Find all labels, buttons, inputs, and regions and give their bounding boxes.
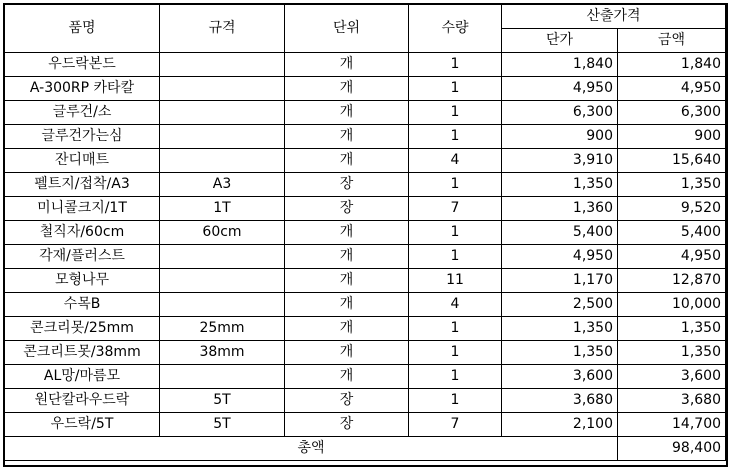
- cell-unit: 장: [285, 389, 409, 413]
- cell-unit: 개: [285, 269, 409, 293]
- cell-qty: 1: [409, 53, 502, 77]
- cell-price: 4,950: [502, 245, 618, 269]
- total-amount: 98,400: [618, 437, 726, 461]
- cell-unit: 개: [285, 149, 409, 173]
- cell-amount: 9,520: [618, 197, 726, 221]
- cell-unit: 개: [285, 365, 409, 389]
- cell-qty: 7: [409, 413, 502, 437]
- cell-qty: 1: [409, 173, 502, 197]
- cell-amount: 1,840: [618, 53, 726, 77]
- cell-spec: [160, 77, 285, 101]
- cell-amount: 5,400: [618, 221, 726, 245]
- cell-name: 각재/플러스트: [5, 245, 160, 269]
- cell-spec: [160, 101, 285, 125]
- table-row: [5, 341, 726, 365]
- table-body: [5, 53, 726, 437]
- cell-price: 2,500: [502, 293, 618, 317]
- cell-unit: 개: [285, 221, 409, 245]
- cell-unit: 개: [285, 245, 409, 269]
- cell-qty: 1: [409, 77, 502, 101]
- cell-amount: 6,300: [618, 101, 726, 125]
- table-row: [5, 413, 726, 437]
- cell-spec: 60cm: [160, 221, 285, 245]
- cell-name: 우드락/5T: [5, 413, 160, 437]
- cell-amount: 1,350: [618, 317, 726, 341]
- header-unit-price: 단가: [502, 29, 618, 53]
- cell-qty: 1: [409, 101, 502, 125]
- cell-price: 1,840: [502, 53, 618, 77]
- cell-spec: [160, 125, 285, 149]
- cell-qty: 1: [409, 389, 502, 413]
- cell-price: 1,170: [502, 269, 618, 293]
- header-spec: 규격: [160, 5, 285, 53]
- cell-spec: 1T: [160, 197, 285, 221]
- cell-name: 철직자/60cm: [5, 221, 160, 245]
- cell-name: 미니콜크지/1T: [5, 197, 160, 221]
- cell-unit: 개: [285, 341, 409, 365]
- cell-price: 900: [502, 125, 618, 149]
- cell-price: 5,400: [502, 221, 618, 245]
- table-row: [5, 293, 726, 317]
- cell-spec: 38mm: [160, 341, 285, 365]
- quote-table: [4, 4, 726, 461]
- cell-qty: 1: [409, 365, 502, 389]
- cell-unit: 개: [285, 317, 409, 341]
- cell-name: 수목B: [5, 293, 160, 317]
- table-row: [5, 365, 726, 389]
- cell-qty: 1: [409, 341, 502, 365]
- cell-qty: 7: [409, 197, 502, 221]
- cell-amount: 14,700: [618, 413, 726, 437]
- table-header: [5, 5, 726, 53]
- cell-price: 3,600: [502, 365, 618, 389]
- cell-qty: 11: [409, 269, 502, 293]
- cell-price: 2,100: [502, 413, 618, 437]
- cell-name: 펠트지/접착/A3: [5, 173, 160, 197]
- cell-name: 우드락본드: [5, 53, 160, 77]
- cell-unit: 장: [285, 197, 409, 221]
- table-row: [5, 125, 726, 149]
- cell-price: 1,350: [502, 173, 618, 197]
- cell-amount: 15,640: [618, 149, 726, 173]
- cell-qty: 4: [409, 149, 502, 173]
- cell-qty: 1: [409, 221, 502, 245]
- cell-amount: 12,870: [618, 269, 726, 293]
- header-qty: 수량: [409, 5, 502, 53]
- cell-price: 3,910: [502, 149, 618, 173]
- cell-amount: 900: [618, 125, 726, 149]
- table-row: [5, 269, 726, 293]
- cell-amount: 1,350: [618, 341, 726, 365]
- cell-spec: 5T: [160, 389, 285, 413]
- cell-amount: 3,680: [618, 389, 726, 413]
- table-row: [5, 317, 726, 341]
- cell-amount: 4,950: [618, 245, 726, 269]
- cell-unit: 장: [285, 173, 409, 197]
- cell-name: AL망/마름모: [5, 365, 160, 389]
- table-row: [5, 245, 726, 269]
- cell-spec: [160, 149, 285, 173]
- cell-spec: [160, 293, 285, 317]
- cell-qty: 1: [409, 245, 502, 269]
- header-unit: 단위: [285, 5, 409, 53]
- cell-name: 원단칼라우드락: [5, 389, 160, 413]
- cell-name: 잔디매트: [5, 149, 160, 173]
- total-row: [5, 437, 726, 461]
- cell-price: 6,300: [502, 101, 618, 125]
- table-row: [5, 197, 726, 221]
- cell-qty: 1: [409, 317, 502, 341]
- cell-unit: 개: [285, 101, 409, 125]
- cell-qty: 1: [409, 125, 502, 149]
- cell-amount: 3,600: [618, 365, 726, 389]
- header-name: 품명: [5, 5, 160, 53]
- header-amount: 금액: [618, 29, 726, 53]
- cell-spec: [160, 245, 285, 269]
- cell-unit: 개: [285, 125, 409, 149]
- table-row: [5, 173, 726, 197]
- cell-name: 글루건/소: [5, 101, 160, 125]
- cell-name: 콘크리못/25mm: [5, 317, 160, 341]
- table-row: [5, 389, 726, 413]
- cell-spec: A3: [160, 173, 285, 197]
- cell-spec: 5T: [160, 413, 285, 437]
- cell-name: 글루건가는심: [5, 125, 160, 149]
- cell-spec: [160, 365, 285, 389]
- table-row: [5, 53, 726, 77]
- cell-name: 모형나무: [5, 269, 160, 293]
- cell-spec: 25mm: [160, 317, 285, 341]
- cell-price: 3,680: [502, 389, 618, 413]
- cell-unit: 장: [285, 413, 409, 437]
- cell-unit: 개: [285, 77, 409, 101]
- table-row: [5, 221, 726, 245]
- cell-price: 1,350: [502, 317, 618, 341]
- cell-unit: 개: [285, 53, 409, 77]
- cell-amount: 4,950: [618, 77, 726, 101]
- cell-price: 1,350: [502, 341, 618, 365]
- cell-name: 콘크리트못/38mm: [5, 341, 160, 365]
- cell-name: A-300RP 카타칼: [5, 77, 160, 101]
- cell-spec: [160, 53, 285, 77]
- cell-unit: 개: [285, 293, 409, 317]
- cell-qty: 4: [409, 293, 502, 317]
- cell-spec: [160, 269, 285, 293]
- header-calc: 산출가격: [502, 5, 726, 29]
- table-row: [5, 149, 726, 173]
- cell-amount: 1,350: [618, 173, 726, 197]
- table-row: [5, 77, 726, 101]
- total-label: 총액: [5, 437, 618, 461]
- cell-amount: 10,000: [618, 293, 726, 317]
- cell-price: 1,360: [502, 197, 618, 221]
- cell-price: 4,950: [502, 77, 618, 101]
- table-row: [5, 101, 726, 125]
